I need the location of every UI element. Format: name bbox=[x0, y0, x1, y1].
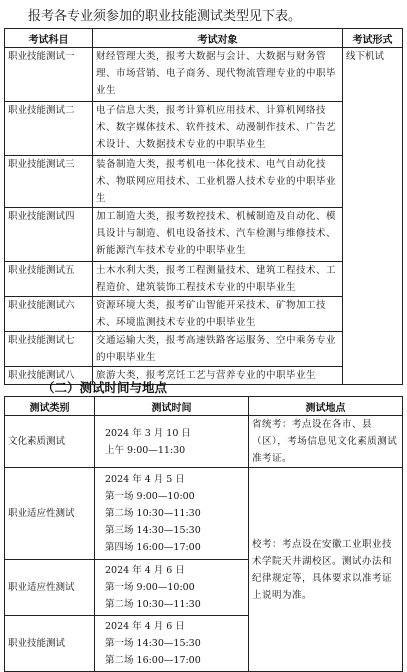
table-row bbox=[5, 468, 403, 560]
target-cell: 装备制造大类，报考机电一体化技术、电气自动化技术、物联网应用技术、工业机器人技术专业的中职毕业生 bbox=[93, 156, 343, 208]
table-row bbox=[5, 48, 403, 102]
time-line: 第二场 10:30—11:30 bbox=[105, 508, 201, 519]
subject-cell: 职业技能测试二 bbox=[5, 102, 93, 156]
time-line: 第四场 16:00—17:00 bbox=[105, 542, 201, 553]
target-cell: 加工制造大类，报考数控技术、机械制造及自动化、模具设计与制造、机电设备技术、汽车检测与维修技术、新能源汽车技术专业的中职毕业生 bbox=[93, 208, 343, 262]
subject-cell: 职业技能测试八 bbox=[5, 367, 93, 385]
time-cell bbox=[95, 468, 249, 560]
location-provincial-cell: 省统考：考点设在各市、县（区），考场信息见文化素质测试准考证。 bbox=[249, 416, 403, 468]
header-category: 测试类别 bbox=[5, 397, 95, 416]
skill-test-table bbox=[4, 28, 403, 385]
form-cell: 线下机试 bbox=[343, 48, 403, 385]
header-subject: 考试科目 bbox=[5, 29, 93, 48]
category-cell: 职业适应性测试 bbox=[5, 468, 95, 560]
target-cell: 资源环境大类，报考矿山智能开采技术、矿物加工技术、环境监测技术专业的中职毕业生 bbox=[93, 297, 343, 332]
time-line: 第三场 14:30—15:30 bbox=[105, 525, 201, 536]
category-cell: 职业技能测试 bbox=[5, 616, 95, 672]
target-cell: 土木水利大类，报考工程测量技术、建筑工程技术、工程造价、建筑装饰工程技术专业的中职毕业生 bbox=[93, 262, 343, 297]
header-time: 测试时间 bbox=[95, 397, 249, 416]
target-cell: 旅游大类，报考烹饪工艺与营养专业的中职毕业生 bbox=[93, 367, 343, 385]
subject-cell: 职业技能测试四 bbox=[5, 208, 93, 262]
time-line: 第二场 10:30—11:30 bbox=[105, 599, 201, 610]
table-header-row bbox=[5, 29, 403, 48]
time-line: 第一场 9:00—10:00 bbox=[105, 491, 195, 502]
location-school-cell: 校考：考点设在安徽工业职业技术学院天井湖校区。测试办法和纪律规定等，具体要求以准考证上说明为准。 bbox=[249, 468, 403, 672]
time-line: 第一场 14:30—15:30 bbox=[105, 638, 201, 649]
section-title: （二）测试时间与地点 bbox=[42, 380, 168, 395]
time-line: 第二场 16:00—17:00 bbox=[105, 655, 201, 666]
time-line: 2024 年 4 月 6 日 bbox=[105, 621, 185, 632]
subject-cell: 职业技能测试三 bbox=[5, 156, 93, 208]
category-cell: 职业适应性测试 bbox=[5, 560, 95, 616]
target-cell: 交通运输大类，报考高速铁路客运服务、空中乘务专业的中职毕业生 bbox=[93, 332, 343, 367]
header-location: 测试地点 bbox=[249, 397, 403, 416]
table-header-row bbox=[5, 397, 403, 416]
time-cell bbox=[95, 560, 249, 616]
schedule-table bbox=[4, 396, 403, 672]
header-target: 考试对象 bbox=[93, 29, 343, 48]
time-line: 2024 年 4 月 6 日 bbox=[105, 565, 185, 576]
time-cell bbox=[95, 416, 249, 468]
subject-cell: 职业技能测试七 bbox=[5, 332, 93, 367]
table-row bbox=[5, 416, 403, 468]
target-cell: 电子信息大类，报考计算机应用技术、计算机网络技术、数字媒体技术、软件技术、动漫制作技术、广告艺术设计、大数据技术专业的中职毕业生 bbox=[93, 102, 343, 156]
intro-text: 报考各专业须参加的职业技能测试类型见下表。 bbox=[28, 9, 302, 24]
category-cell: 文化素质测试 bbox=[5, 416, 95, 468]
target-cell: 财经管理大类，报考大数据与会计、大数据与财务管理、市场营销、电子商务、现代物流管理专业的中职毕业生 bbox=[93, 48, 343, 102]
subject-cell: 职业技能测试五 bbox=[5, 262, 93, 297]
header-form: 考试形式 bbox=[343, 29, 403, 48]
time-line: 上午 9:00—11:30 bbox=[105, 444, 186, 456]
time-cell bbox=[95, 616, 249, 672]
subject-cell: 职业技能测试一 bbox=[5, 48, 93, 102]
time-line: 2024 年 4 月 5 日 bbox=[105, 474, 185, 485]
time-line: 第一场 9:00—10:00 bbox=[105, 582, 195, 593]
time-line: 2024 年 3 月 10 日 bbox=[105, 427, 191, 439]
subject-cell: 职业技能测试六 bbox=[5, 297, 93, 332]
